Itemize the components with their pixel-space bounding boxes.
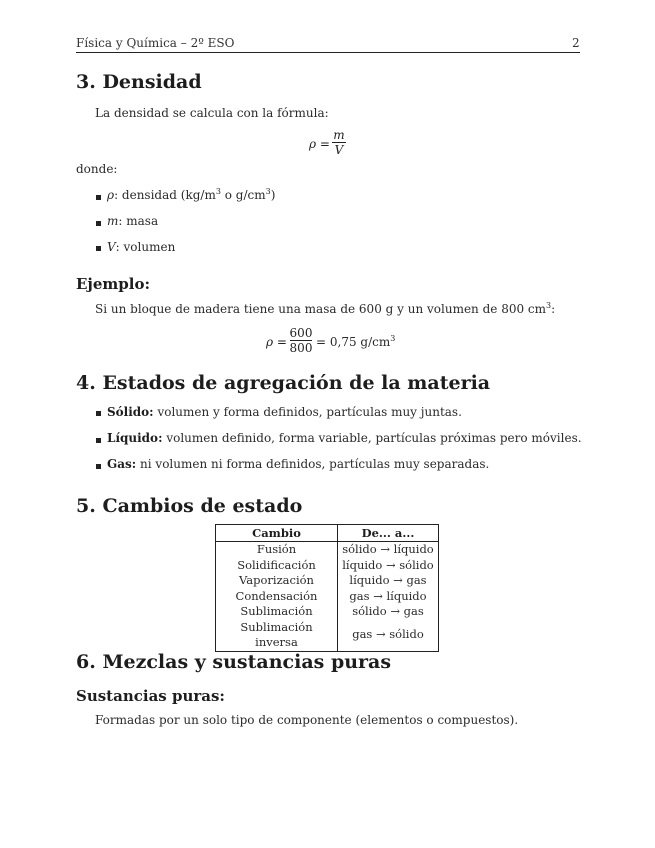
state-item-liquid: Líquido: volumen definido, forma variable, partículas próximas pero móviles. (107, 431, 582, 445)
table-cell: líquido → sólido (342, 557, 434, 572)
table-row (216, 589, 439, 605)
section-4-title: 4. Estados de agregación de la materia (76, 372, 491, 394)
table-cell: gas → sólido (352, 627, 424, 642)
section-5-title: 5. Cambios de estado (76, 495, 303, 517)
bullet (96, 438, 101, 443)
table-header-cambio: Cambio (216, 525, 338, 542)
list-item-density: ρ: densidad ($kg/m^3$ o $g/cm^3$) (107, 187, 276, 202)
example-formula-lhs: ρ = (266, 335, 287, 349)
table-cell: Condensación (216, 589, 338, 605)
table-cell: líquido → gas (349, 573, 427, 587)
section-3-title: 3. Densidad (76, 71, 202, 93)
bullet (96, 464, 101, 469)
table-cell: Solidificación (216, 558, 338, 574)
state-changes-table (215, 524, 439, 652)
table-header-de-a: De... a... (338, 525, 439, 542)
list-item-mass: m: masa (107, 214, 159, 228)
formula-numerator: m (333, 128, 345, 142)
table-row (216, 573, 439, 589)
example-formula-result: = 0,75 $g/cm^3$ (316, 334, 396, 349)
table-cell: Vaporización (216, 573, 338, 589)
table-cell: sólido → líquido (342, 542, 434, 556)
table-row (216, 604, 439, 620)
bullet (96, 195, 101, 200)
density-formula-fraction (330, 128, 348, 157)
table-cell: Sublimación inversa (216, 620, 338, 652)
table-cell: Fusión (216, 542, 338, 558)
table-row (216, 620, 439, 652)
table-cell: Sublimación (216, 604, 338, 620)
example-text: Si un bloque de madera tiene una masa de 600 g y un volumen de 800 $cm^3$: (95, 301, 556, 316)
example-denominator: 800 (289, 341, 313, 355)
state-item-gas: Gas: ni volumen ni forma definidos, partículas muy separadas. (107, 457, 490, 471)
state-item-solid: Sólido: volumen y forma definidos, partículas muy juntas. (107, 405, 462, 419)
section-6-title: 6. Mezclas y sustancias puras (76, 651, 392, 673)
table-cell: gas → líquido (349, 588, 427, 603)
density-intro: La densidad se calcula con la fórmula: (95, 106, 329, 120)
table-row (216, 542, 439, 558)
table-header-row (216, 525, 439, 542)
density-formula-lhs: ρ = (309, 137, 330, 151)
pure-substances-text: Formadas por un solo tipo de componente (elementos o compuestos). (95, 713, 519, 727)
donde-label: donde: (76, 162, 118, 176)
pure-substances-title: Sustancias puras: (76, 687, 225, 705)
formula-denominator: V (334, 143, 344, 157)
bullet (96, 411, 101, 416)
table-row (216, 558, 439, 574)
example-title: Ejemplo: (76, 275, 151, 293)
list-item-volume: V: volumen (107, 240, 176, 254)
header-rule (76, 52, 580, 53)
table-cell: sólido → gas (352, 604, 424, 618)
bullet (96, 246, 101, 251)
running-header: Física y Química – 2º ESO (76, 36, 235, 50)
page-number: 2 (572, 36, 580, 50)
bullet (96, 221, 101, 226)
example-numerator: 600 (289, 326, 313, 340)
example-formula-fraction (288, 326, 314, 355)
